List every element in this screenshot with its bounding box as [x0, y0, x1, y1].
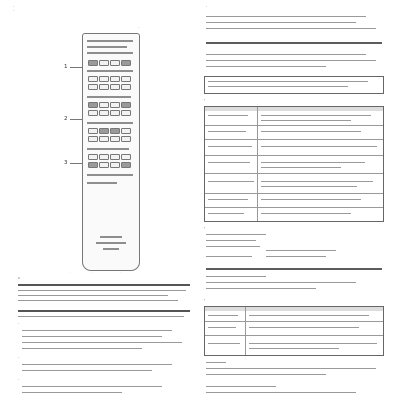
table-row-divider	[205, 335, 383, 336]
remote-button-icon	[88, 110, 98, 116]
remote-control-illustration	[82, 33, 140, 274]
remote-button-icon	[121, 60, 131, 66]
remote-detail	[87, 174, 133, 176]
section-rule	[18, 310, 190, 312]
text-line	[206, 28, 376, 29]
text-line	[22, 348, 142, 349]
remote-detail	[87, 40, 133, 42]
table-row-divider	[205, 193, 383, 194]
table-cell-text	[261, 146, 377, 147]
table-cell-text	[261, 199, 361, 200]
subheading: ·	[18, 356, 20, 360]
callout-1: 1	[64, 64, 68, 70]
note-box	[204, 76, 384, 94]
header-line-2: ·	[13, 9, 15, 14]
table-cell-text	[249, 315, 369, 316]
subheading: ·	[18, 378, 20, 382]
table-cell-text	[249, 343, 377, 344]
table-caption: ·	[204, 226, 206, 230]
remote-button-icon	[88, 76, 98, 82]
remote-button-icon	[121, 76, 131, 82]
callout-leader-line	[70, 119, 82, 120]
table-cell-text	[249, 348, 339, 349]
text-line	[22, 370, 152, 371]
page-number: ·	[138, 26, 140, 30]
text-line	[206, 282, 356, 283]
remote-button-icon	[110, 60, 120, 66]
remote-button-icon	[99, 102, 109, 108]
text-line	[206, 66, 326, 67]
text-line	[22, 330, 172, 331]
callout-leader-line	[70, 163, 82, 164]
text-line	[206, 368, 376, 369]
section-rule	[206, 268, 382, 270]
remote-detail	[103, 248, 119, 250]
remote-detail	[87, 52, 133, 54]
table-column-divider	[245, 307, 246, 355]
remote-button-icon	[121, 102, 131, 108]
table-cell-text	[261, 186, 357, 187]
table-cell-text	[208, 327, 236, 328]
page-header	[13, 5, 14, 14]
subheading: ·	[18, 322, 20, 326]
table-row-divider	[205, 321, 383, 322]
text-line	[206, 256, 252, 257]
remote-detail	[87, 46, 127, 48]
table-cell-text	[208, 199, 248, 200]
remote-footnote-left: ·	[70, 270, 71, 274]
remote-detail	[87, 70, 133, 72]
remote-button-icon	[121, 110, 131, 116]
table-row-divider	[205, 125, 383, 126]
remote-button-icon	[121, 128, 131, 134]
table-cell-text	[208, 146, 252, 147]
section-rule	[206, 42, 382, 44]
text-line	[206, 392, 356, 393]
text-line	[22, 392, 122, 393]
table-row-divider	[205, 155, 383, 156]
remote-button-icon	[121, 162, 131, 168]
remote-button-icon	[88, 136, 98, 142]
table-cell-text	[208, 131, 246, 132]
remote-button-icon	[110, 162, 120, 168]
table-cell-text	[261, 181, 373, 182]
text-line	[206, 234, 266, 235]
table-cell-text	[261, 167, 341, 168]
callout-leader-line	[70, 67, 82, 68]
text-line	[206, 16, 366, 17]
table-header-row	[205, 307, 383, 311]
remote-model-label: ·	[92, 270, 93, 274]
text-line	[18, 290, 186, 291]
table-cell-text	[261, 115, 371, 116]
remote-button-icon	[99, 162, 109, 168]
header-line-1: ·	[13, 5, 15, 9]
remote-detail	[100, 236, 122, 238]
remote-button-icon	[99, 136, 109, 142]
callout-2: 2	[64, 116, 68, 122]
remote-button-icon	[110, 102, 120, 108]
remote-button-icon	[110, 136, 120, 142]
remote-detail	[87, 182, 117, 184]
text-line	[206, 362, 226, 363]
remote-button-icon	[99, 154, 109, 160]
text-line	[266, 256, 326, 257]
remote-button-icon	[99, 110, 109, 116]
remote-button-icon	[110, 110, 120, 116]
text-line	[206, 288, 316, 289]
table-cell-text	[208, 181, 254, 182]
remote-button-icon	[121, 154, 131, 160]
settings-table	[204, 306, 384, 356]
table-cell-text	[261, 120, 351, 121]
remote-detail	[87, 148, 129, 150]
text-line	[206, 60, 376, 61]
remote-button-icon	[88, 154, 98, 160]
section-title: ·	[18, 276, 20, 282]
text-line	[206, 374, 326, 375]
text-line	[22, 336, 162, 337]
text-line	[208, 86, 348, 87]
remote-detail	[87, 96, 131, 98]
remote-button-icon	[110, 76, 120, 82]
remote-footnote-right: ·	[120, 270, 121, 274]
text-line	[206, 246, 260, 247]
table-header-row	[205, 107, 383, 111]
remote-button-icon	[121, 136, 131, 142]
text-line	[22, 364, 172, 365]
text-line	[206, 22, 356, 23]
remote-button-icon	[99, 128, 109, 134]
text-line	[266, 250, 336, 251]
table-row-divider	[205, 207, 383, 208]
table-cell-text	[208, 213, 244, 214]
remote-button-icon	[110, 128, 120, 134]
table-caption: ·	[204, 98, 206, 102]
remote-button-icon	[99, 60, 109, 66]
table-cell-text	[261, 213, 351, 214]
remote-button-icon	[121, 84, 131, 90]
remote-button-icon	[110, 84, 120, 90]
text-line	[22, 342, 182, 343]
text-line	[208, 81, 368, 82]
remote-detail	[96, 242, 126, 244]
text-line	[18, 316, 184, 317]
right-column-title: ·	[206, 5, 208, 9]
remote-button-icon	[88, 84, 98, 90]
table-cell-text	[208, 315, 238, 316]
remote-button-icon	[88, 128, 98, 134]
spec-table	[204, 106, 384, 222]
table-cell-text	[208, 115, 248, 116]
table-cell-text	[208, 343, 240, 344]
table-row-divider	[205, 173, 383, 174]
text-line	[18, 295, 168, 296]
remote-button-icon	[110, 154, 120, 160]
remote-button-icon	[99, 84, 109, 90]
text-line	[206, 240, 256, 241]
remote-button-icon	[88, 162, 98, 168]
callout-3: 3	[64, 160, 68, 166]
remote-button-icon	[88, 102, 98, 108]
table-cell-text	[261, 131, 361, 132]
remote-detail	[87, 122, 133, 124]
text-line	[206, 54, 366, 55]
table-row-divider	[205, 139, 383, 140]
table-cell-text	[249, 327, 359, 328]
text-line	[206, 276, 266, 277]
remote-button-icon	[88, 60, 98, 66]
text-line	[22, 386, 162, 387]
table-caption: ·	[204, 298, 206, 302]
table-cell-text	[208, 162, 250, 163]
table-cell-text	[261, 162, 365, 163]
remote-button-icon	[99, 76, 109, 82]
text-line	[18, 300, 178, 301]
text-line	[206, 386, 276, 387]
section-rule	[18, 284, 190, 286]
